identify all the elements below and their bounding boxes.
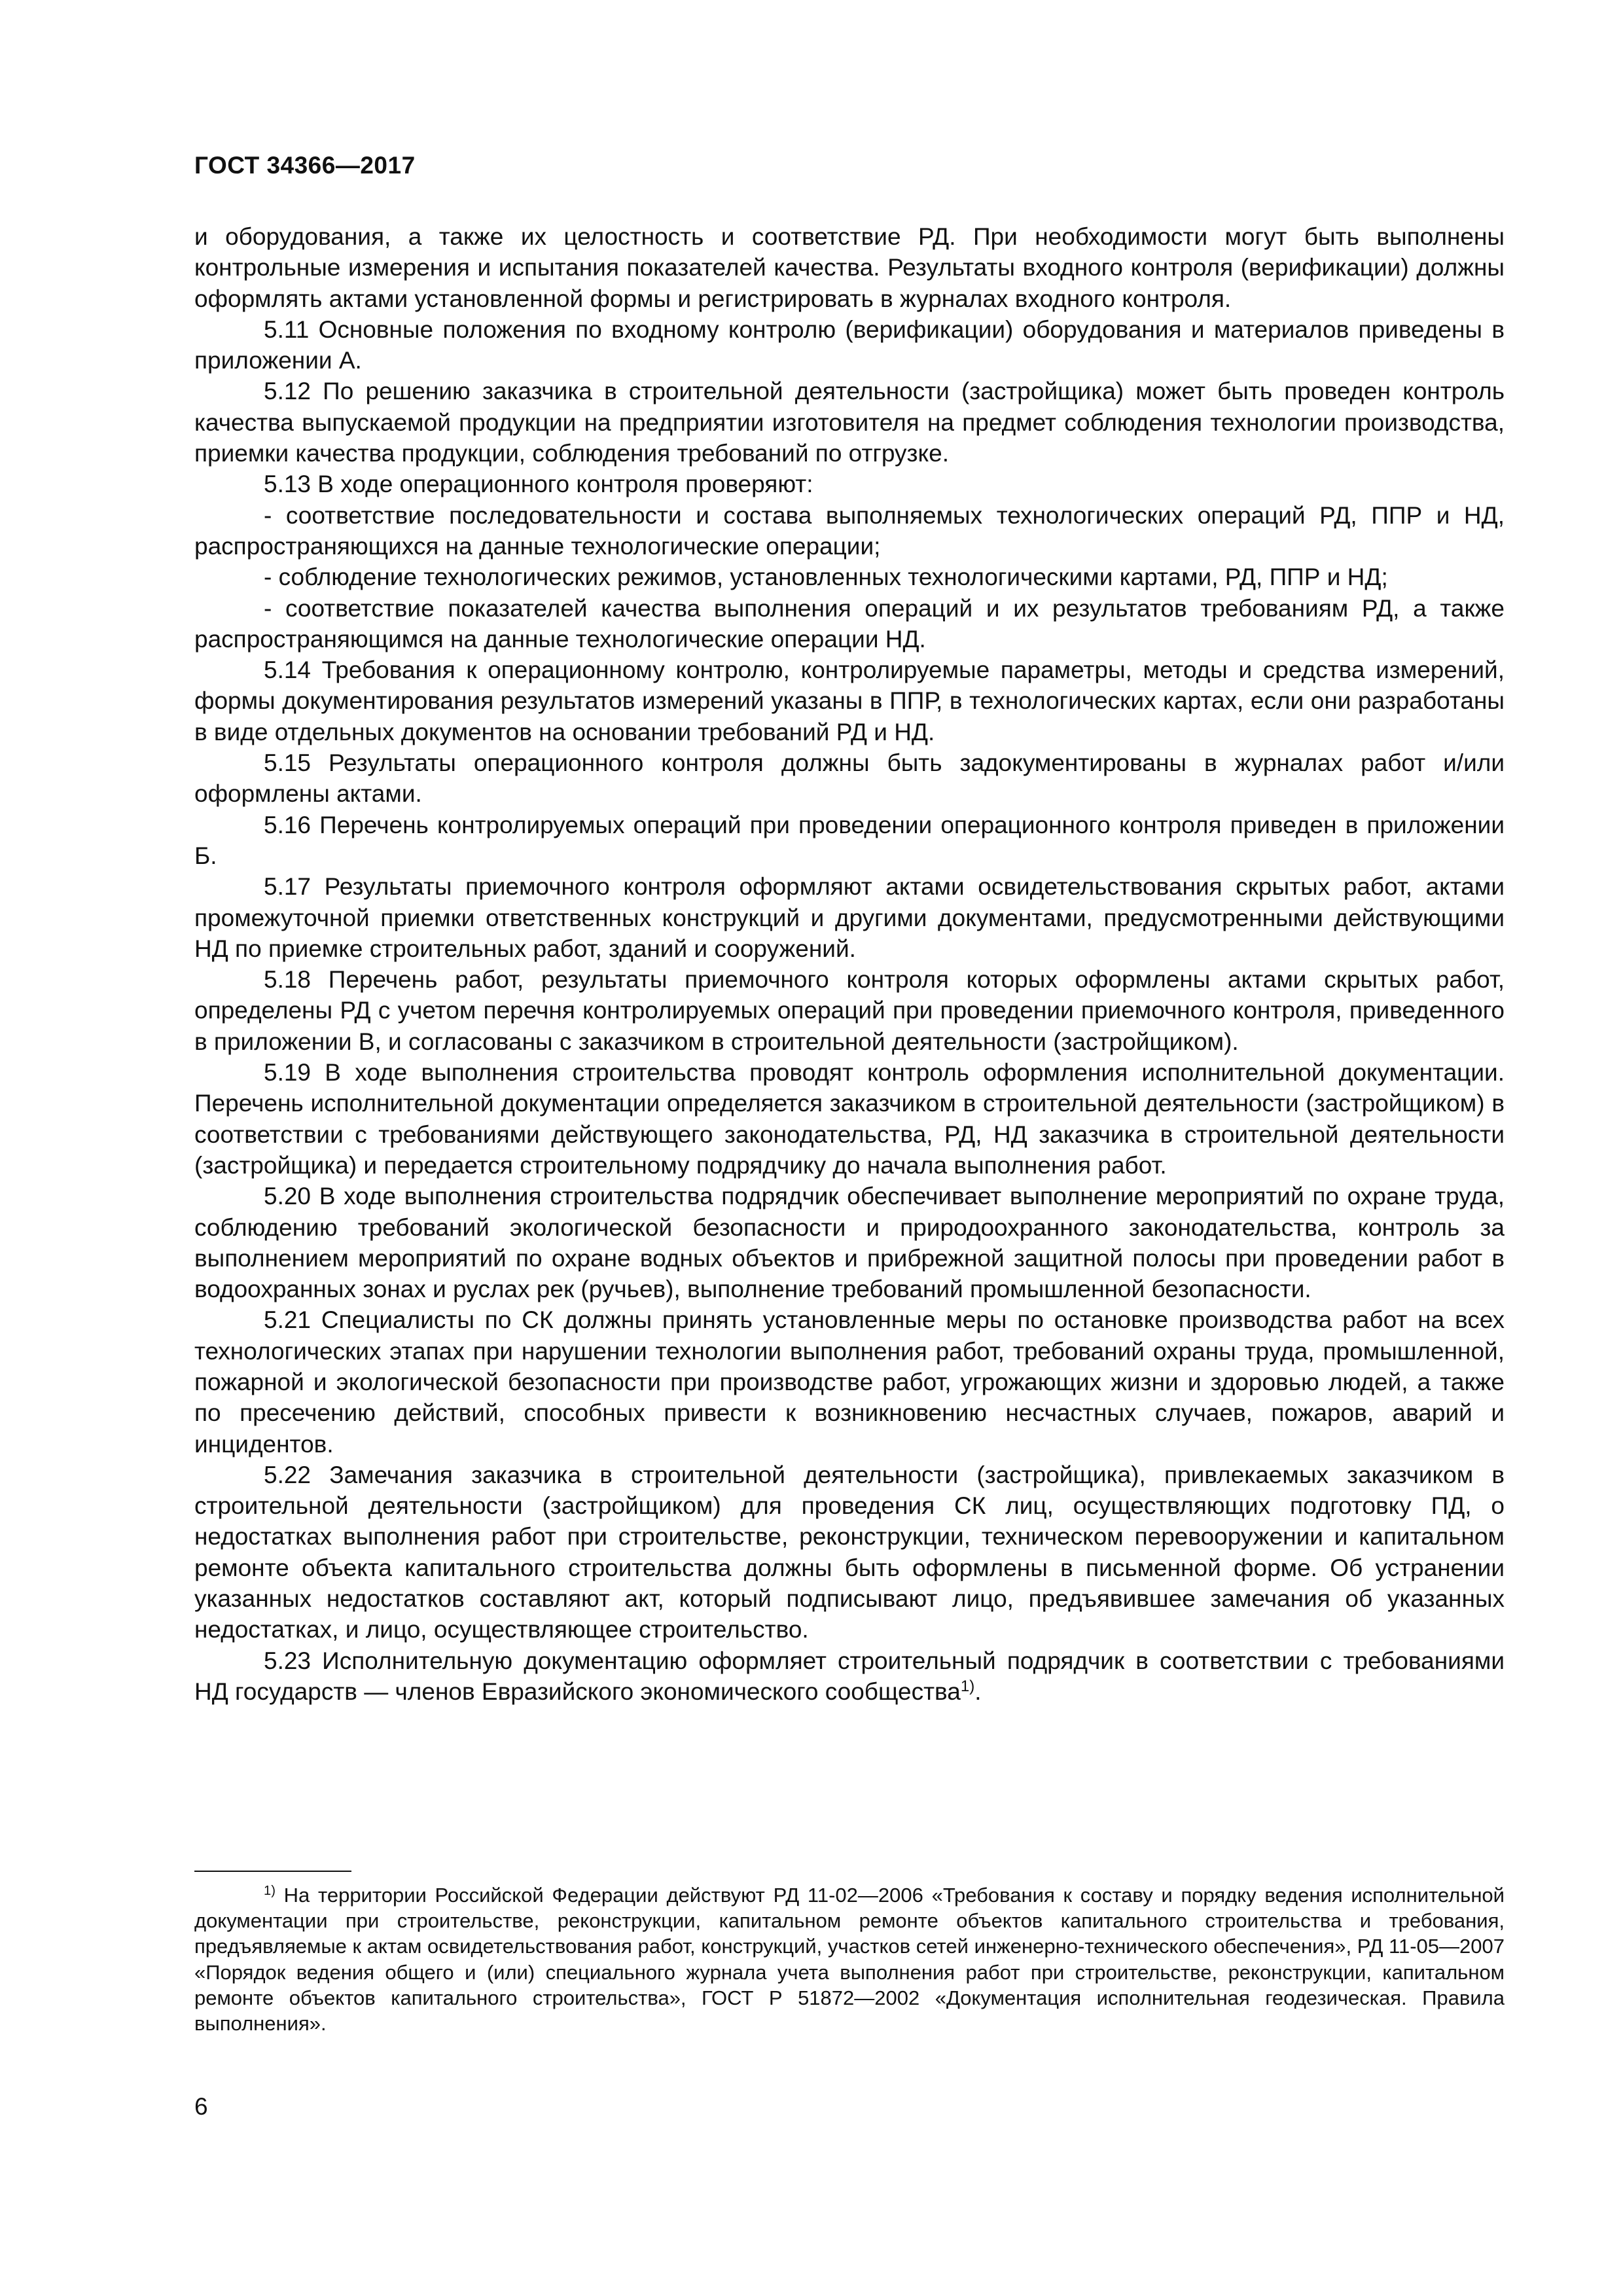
paragraph-5-23-end: . bbox=[974, 1677, 982, 1705]
list-item-sequence: - соответствие последовательности и состава выполняемых технологических операций РД, ППР и НД, распространяющихся на данные технологические операции; bbox=[194, 501, 1505, 560]
list-item-modes: - соблюдение технологических режимов, установленных технологическими картами, РД, ППР и НД; bbox=[264, 564, 1388, 591]
paragraph-5-21: 5.21 Специалисты по СК должны принять установленные меры по остановке производства работ на всех технологических этапах при нарушении технологии выполнения работ, требований охраны труда, промышленной, пожарной и экологической безопасности при производстве работ, угрожающих жизни и здоровью людей, а также по пресечению действий, способных привести к возникновению несчастных случаев, пожаров, аварий и инцидентов. bbox=[194, 1306, 1505, 1458]
page-header-title: ГОСТ 34366—2017 bbox=[194, 152, 416, 179]
paragraph-5-14: 5.14 Требования к операционному контролю, контролируемые параметры, методы и средства измерений, формы документирования результатов измерений указаны в ППР, в технологических картах, если они разработаны в виде отдельных документов на основании требований РД и НД. bbox=[194, 656, 1505, 745]
paragraph-5-13: 5.13 В ходе операционного контроля проверяют: bbox=[264, 471, 813, 498]
paragraph-5-11: 5.11 Основные положения по входному контролю (верификации) оборудования и материалов приведены в приложении А. bbox=[194, 315, 1505, 374]
paragraph-5-15: 5.15 Результаты операционного контроля должны быть задокументированы в журналах работ и/или оформлены актами. bbox=[194, 749, 1505, 808]
paragraph-5-20: 5.20 В ходе выполнения строительства подрядчик обеспечивает выполнение мероприятий по охране труда, соблюдению требований экологической безопасности и природоохранного законодательства, контроль за выполнением мероприятий по охране водных объектов и прибрежной защитной полосы при проведении работ в водоохранных зонах и руслах рек (ручьев), выполнение требований промышленной безопасности. bbox=[194, 1183, 1505, 1303]
footnote-reference[interactable]: 1) bbox=[960, 1677, 975, 1695]
list-item-quality: - соответствие показателей качества выполнения операций и их результатов требованиям РД, а также распространяющимся на данные технологические операции НД. bbox=[194, 594, 1505, 653]
paragraph-5-23 bbox=[194, 1645, 1505, 1708]
footnote-separator bbox=[194, 1871, 351, 1872]
paragraph-5-16: 5.16 Перечень контролируемых операций при проведении операционного контроля приведен в приложении Б. bbox=[194, 811, 1505, 869]
paragraph-5-19: 5.19 В ходе выполнения строительства проводят контроль оформления исполнительной документации. Перечень исполнительной документации определяется заказчиком в строительной деятельности (застройщиком) в соответствии с требованиями действующего законодательства, РД, НД заказчика в строительной деятельности (застройщика) и передается строительному подрядчику до начала выполнения работ. bbox=[194, 1059, 1505, 1179]
paragraph-5-12: 5.12 По решению заказчика в строительной деятельности (застройщика) может быть проведен контроль качества выпускаемой продукции на предприятии изготовителя на предмет соблюдения технологии производства, приемки качества продукции, соблюдения требований по отгрузке. bbox=[194, 378, 1505, 467]
page-number: 6 bbox=[194, 2093, 208, 2120]
paragraph-5-22: 5.22 Замечания заказчика в строительной деятельности (застройщика), привлекаемых заказчиком в строительной деятельности (застройщиком) для проведения СК лиц, осуществляющих подготовку ПД, о недостатках выполнения работ при строительстве, реконструкции, техническом перевооружении и капитальном ремонте объекта капитального строительства должны быть оформлены в письменной форме. Об устранении указанных недостатков составляют акт, который подписывают лицо, предъявившее замечания об указанных недостатках, и лицо, осуществляющее строительство. bbox=[194, 1461, 1505, 1643]
paragraph-5-17: 5.17 Результаты приемочного контроля оформляют актами освидетельствования скрытых работ, актами промежуточной приемки ответственных конструкций и другими документами, предусмотренными действующими НД по приемке строительных работ, зданий и сооружений. bbox=[194, 873, 1505, 962]
footnote bbox=[194, 1882, 1505, 2036]
paragraph-5-23-text: 5.23 Исполнительную документацию оформляет строительный подрядчик в соответствии с требованиями НД государств — членов Евразийского экономического сообщества bbox=[194, 1647, 1505, 1705]
paragraph-5-18: 5.18 Перечень работ, результаты приемочного контроля которых оформлены актами скрытых работ, определены РД с учетом перечня контролируемых операций при проведении приемочного контроля, приведенного в приложении В, и согласованы с заказчиком в строительной деятельности (застройщиком). bbox=[194, 966, 1505, 1055]
document-body bbox=[194, 221, 1505, 1707]
footnote-marker: 1) bbox=[264, 1883, 276, 1898]
document-page bbox=[194, 0, 1505, 2296]
footnote-text: На территории Российской Федерации действуют РД 11-02—2006 «Требования к составу и порядку ведения исполнительной документации при строительстве, реконструкции, капитальном ремонте объектов капитального строительства и требования, предъявляемые к актам освидетельствования работ, конструкций, участков сетей инженерно-технического обеспечения», РД 11-05—2007 «Порядок ведения общего и (или) специального журнала учета выполнения работ при строительстве, реконструкции, капитальном ремонте объектов капитального строительства», ГОСТ Р 51872—2002 «Документация исполнительная геодезическая. Правила выполнения». bbox=[194, 1884, 1505, 2036]
paragraph-continuation: и оборудования, а также их целостность и соответствие РД. При необходимости могут быть выполнены контрольные измерения и испытания показателей качества. Результаты входного контроля (верификации) должны оформлять актами установленной формы и регистрировать в журналах входного контроля. bbox=[194, 223, 1505, 312]
